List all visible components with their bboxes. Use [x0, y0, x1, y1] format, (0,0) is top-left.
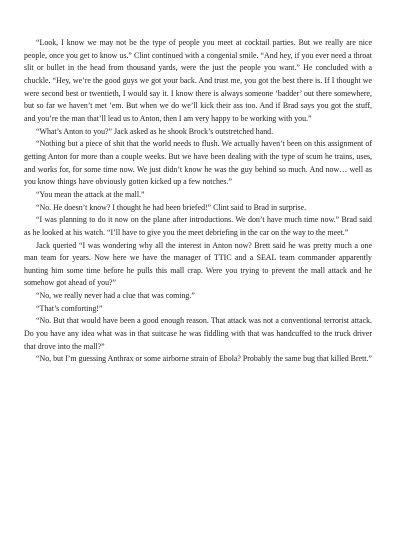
paragraph-5: “No. He doesn’t know? I thought he had been briefed!” Clint said to Brad in surprise.	[36, 202, 307, 212]
paragraph-3: “Nothing but a piece of shit that the world needs to flush. We actually haven’t been on this assignment of getting Anton for more than a couple weeks. But we have been dealing with the type of scum he trains, uses, and works for, for some time now. We just didn’t know he was the guy behind so much. And now… well as you know things have obviously gotten kicked up a few notches.”	[24, 139, 372, 187]
paragraph-7: Jack queried “I was wondering why all the interest in Anton now? Brett said he was pretty much a one man team for years. Now here we have the manager of TTIC and a SEAL team commander apparently hunting him some time before he pulls this mall crap. Were you trying to prevent the mall attack and he somehow got ahead of you?”	[24, 240, 372, 288]
paragraph-11: “No, but I’m guessing Anthrax or some airborne strain of Ebola? Probably the same bug that killed Brett.”	[36, 354, 372, 364]
paragraph-2: “What’s Anton to you?” Jack asked as he shook Brock’s outstretched hand.	[36, 126, 274, 136]
paragraph-4: “You mean the attack at the mall.”	[36, 189, 145, 199]
paragraph-1: “Look, I know we may not be the type of people you meet at cocktail parties. But we really are nice people, once you get to know us.” Clint continued with a congenial smile. “And hey, if you ever need a throat slit or bullet in the head from thousand yards, were the just the people you want.” He concluded with a chuckle. “Hey, we’re the good guys we got your back. And trust me, you got the best there is. If I thought we were second best or twentieth, I would say it. I know there is always someone ‘badder’ out there somewhere, but so far we haven’t met ’em. But when we do we’ll kick their ass too. And if Brad says you got the stuff, and you’re the man that’ll lead us to Anton, then I am very happy to be working with you.”	[24, 38, 372, 123]
paragraph-8: “No, we really never had a clue that was coming.”	[36, 291, 195, 301]
paragraph-9: “That’s comforting!”	[36, 303, 103, 313]
paragraph-6: “I was planning to do it now on the plane after introductions. We don’t have much time now.” Brad said as he looked at his watch. “I’ll have to give you the meet debriefing in the car on the way to the meet.”	[24, 215, 372, 237]
document-body	[24, 37, 372, 366]
paragraph-10: “No. But that would have been a good enough reason. That attack was not a conventional terrorist attack. Do you have any idea what was in that suitcase he was fiddling with that was handcuffed to the truck driver that drove into the mall?”	[24, 316, 372, 351]
